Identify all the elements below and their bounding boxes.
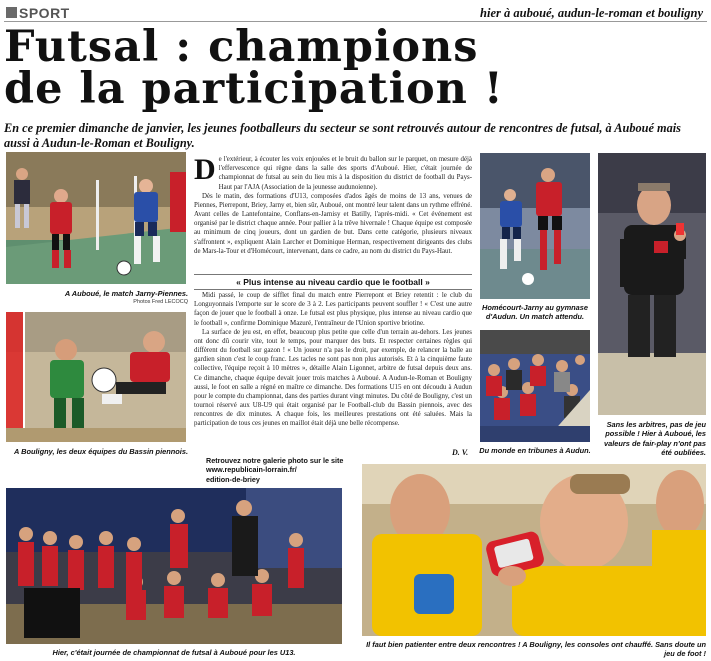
photo-u13-team [6,488,342,644]
photo-tribunes-audun [480,330,590,442]
article-signature: D. V. [452,448,469,457]
article-subhead: « Plus intense au niveau cardio que le football » [194,274,472,290]
article-headline [4,22,704,114]
article-body-bottom [194,291,472,429]
article-lead: En ce premier dimanche de janvier, les jeunes footballeurs du secteur se sont retrouvés autour de rencontres de futsal, à Auboué mais aussi à Audun-le-Roman et Bouligny. [4,121,681,150]
caption-p2: A Bouligny, les deux équipes du Bassin piennois. [14,447,188,456]
caption-p1: A Auboué, le match Jarny-Piennes. [64,289,188,298]
photo-homecourt-jarny [480,153,590,299]
caption-p5: Sans les arbitres, pas de jeu possible ! Hier à Auboué, les valeurs de fair-play n'ont pas été oubliées. [604,420,706,457]
photo-gallery-promo [206,456,366,484]
promo-link[interactable]: www.republicain-lorrain.fr/ [206,465,297,475]
photo-jarny-piennes [6,152,186,284]
headline-line-1: Futsal : champions [4,22,479,72]
section-rubric: SPORT [19,5,70,21]
photo-referee [598,153,706,415]
promo-line-1: Retrouvez notre galerie photo sur le site [206,456,344,465]
article-body-top [194,155,472,256]
caption-p3: Homécourt-Jarny au gymnase d'Audun. Un match attendu. [482,303,588,322]
article-para-4: La surface de jeu est, en effet, beaucoup plus petite que celle d'un terrain au-dehors. Les jeunes ont donc dû courir vite, tout le temps, pour marquer des buts. Et respecter certaines règles qui diffèrent du football sur gazon ! « Un joueur n'a pas le droit, par exemple, de relancer la balle au gardien sinon c'est le coup franc. Les tacles ne sont pas non plus autorisés. Et à la cinquième faute collective, l'équipe reçoit à 10 mètres », détaille Alain Ligonnet, arbitre de futsal depuis deux ans. Ce dimanche, chaque équipe devait jouer trois matches à Auboué. A Audun-le-Roman et Bouligny aussi, le foot en salle a régné en maître ce dimanche. Des formations U15 en ont découdu à Audun pour le compte du championnat, dans des parties durant vingt minutes. Du côté de Bouligny, c'est un tournoi réservé aux U8-U9 qui était organisé par le Football-club du Bassin piennois, avec des rencontres de dix minutes. A chaque fois, les meilleures prestations ont été saluées. Mais la participation de tous ces jeunes en maillot était déjà une belle récompense. [194,328,472,428]
photo-bouligny-bassin [6,312,186,442]
article-para-2: Dès le matin, des formations d'U13, composées d'ados âgés de moins de 13 ans, venues de Piennes, Pierrepont, Briey, Jarny et, bien sûr, Auboué, ont montré leur talent dans un rythme effréné. Avant celles de Lantefontaine, Conflans-en-Jarnisy et Batilly, l'après-midi. « Cet événement est organisé par le district chaque année. Pour pallier à la trêve hivernale ! Chaque équipe est composée au minimum de cinq joueurs, dont un gardien de but. Dans cette catégorie, plusieurs niveaux s'affrontent », expliquent Alain Larcher et Dominique Herman, respectivement dirigeants des clubs de Mars-la-Tour et d'Homécourt, intervenant, dans ce cadre, au nom du district du Pays-Haut. [194,192,472,255]
article-para-1: e l'extérieur, à écouter les voix enjouées et le bruit du ballon sur le parquet, on mesure déjà l'effervescence qui règne dans la salle des sports d'Auboué. Hier, c'était journée de championnat de futsal au sein du lieu mis à la disposition du district de football du Pays-Haut par l'AJA (Association de la jeunesse audunoienne). [218,156,472,191]
caption-p6: Hier, c'était journée de championnat de futsal à Auboué pour les U13. [52,648,296,657]
photo-consoles [362,464,706,636]
article-para-3: Midi passé, le coup de sifflet final du match entre Pierrepont et Briey retentit : le club du Longuyonnais l'emporte sur le score de 3 à 2. Les participants peuvent souffler ! « C'est une autre façon de jouer que le football à onze. Le futsal est plus physique, plus intense au niveau cardio que le football », confirme Dominique Mazuré, l'entraîneur de l'Union sportive briotine. [194,292,472,327]
headline-line-2: de la participation ! [4,64,504,114]
section-header [4,4,707,22]
rubric-square-icon [6,7,17,18]
locality-line: hier à auboué, audun-le-roman et bouligny [480,6,703,20]
photo-credit: Photos Fred LECOCQ [133,299,188,305]
dropcap-letter: D [194,153,216,186]
promo-link-path[interactable]: edition-de-briey [206,474,260,484]
caption-p7: Il faut bien patienter entre deux rencontres ! A Bouligny, les consoles ont chauffé. Sans doute un jeu de foot ! [366,640,706,659]
caption-p4: Du monde en tribunes à Audun. [479,446,591,455]
